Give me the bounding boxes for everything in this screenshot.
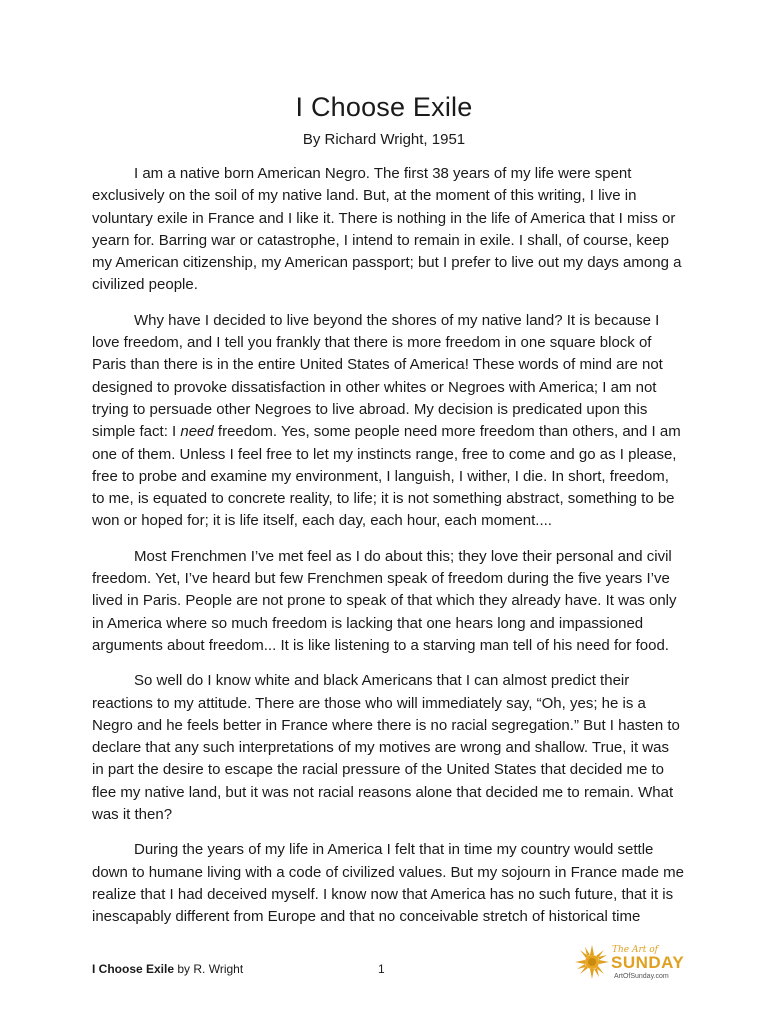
logo-url: ArtOfSunday.com — [614, 973, 669, 980]
paragraph — [92, 670, 684, 826]
paragraph — [92, 839, 684, 928]
footer-author: by R. Wright — [174, 962, 244, 976]
document-byline: By Richard Wright, 1951 — [302, 131, 466, 148]
paragraph-text: I am a native born American Negro. The first 38 years of my life were spent exclusively on the soil of my native land. But, at the moment of this writing, I live in voluntary exile in France and I like it. There is nothing in the life of America that I miss or yearn for. Barring war or catastrophe, I intend to remain in exile. I shall, of course, keep my American citizenship, my American passport; but I prefer to live out my days among a civilized people. — [92, 165, 682, 294]
document-title: I Choose Exile — [295, 92, 473, 122]
paragraph — [92, 546, 684, 657]
paragraph — [92, 310, 684, 533]
paragraph — [92, 163, 684, 297]
paragraph-text-part: freedom. Yes, some people need more freedom than others, and I am one of them. Unless I feel free to let my instincts range, free to come and go as I please, free to probe and examine my environment, I languish, I wither, I die. In short, freedom, to me, is equated to concrete reality, to life; it is not something abstract, something to be won or hoped for; it is life itself, each day, each hour, each moment.... — [92, 423, 681, 530]
art-of-sunday-logo — [574, 944, 684, 986]
paragraph-text: So well do I know white and black Americans that I can almost predict their reactions to my attitude. There are those who will immediately say, “Oh, yes; he is a Negro and he feels better in France where there is no racial segregation.” But I hasten to declare that any such interpretations of my motives are wrong and shallow. True, it was in part the desire to escape the racial pressure of the United States that decided me to flee my native land, but it was not racial reasons alone that decided me to remain. What was it then? — [92, 672, 680, 824]
paragraph-text: Most Frenchmen I’ve met feel as I do about this; they love their personal and civil freedom. Yet, I’ve heard but few Frenchmen speak of freedom during the five years I’ve lived in Paris. People are not prone to speak of that which they already have. It was only in America where so much freedom is lacking that one hears long and impassioned arguments about freedom... It is like listening to a starving man tell of his need for food. — [92, 547, 677, 654]
footer-title — [92, 962, 243, 976]
footer-work-title: I Choose Exile — [92, 962, 175, 976]
page-number: 1 — [378, 962, 385, 976]
sun-icon — [574, 944, 610, 980]
document-body — [92, 163, 684, 942]
paragraph-text: During the years of my life in America I felt that in time my country would settle down to humane living with a code of civilized values. But my sojourn in France made me realize that I had deceived myself. I know now that America has no such future, that it is inescapably different from Europe and that no conceivable stretch of historical time — [92, 841, 684, 926]
logo-tagline: The Art of — [612, 945, 659, 955]
paragraph-text-part: Why have I decided to live beyond the shores of my native land? It is because I love freedom, and I tell you frankly that there is more freedom in one square block of Paris than there is in the entire United States of America! These words of mind are not designed to provoke dissatisfaction in other whites or Negroes with America; I am not trying to persuade other Negroes to live abroad. My decision is predicated upon this simple fact: I — [92, 311, 663, 441]
logo-wordmark: SUNDAY — [611, 953, 685, 972]
paragraph-text — [92, 310, 684, 533]
emphasis-text: need — [180, 423, 214, 441]
